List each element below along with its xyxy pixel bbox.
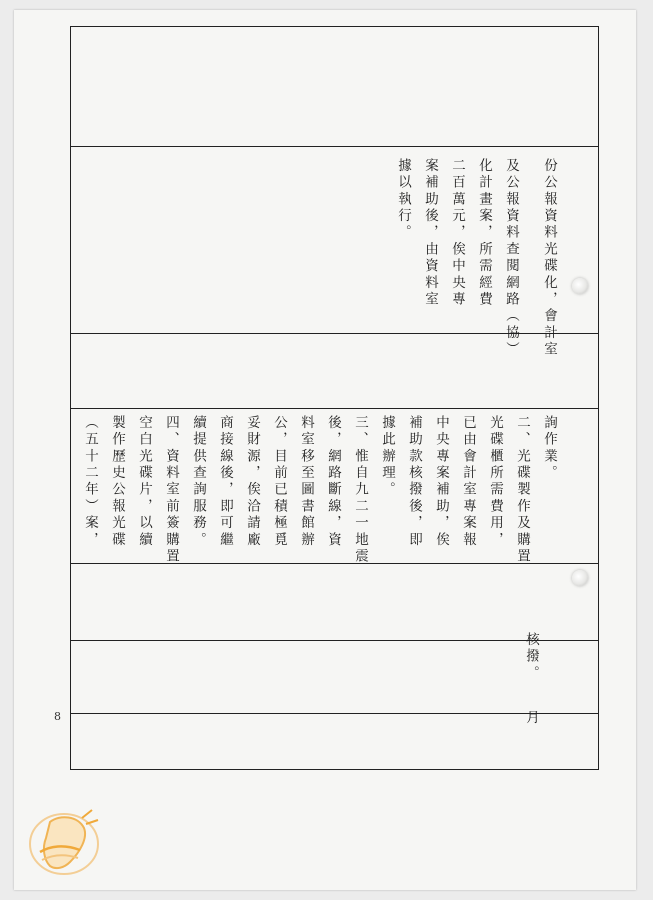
text-column-2: 詢作業。: [541, 415, 557, 482]
text-column-23: 製作歷史公報光碟: [109, 415, 125, 549]
text-column-10: 已由會計室專案報: [460, 415, 476, 549]
text-column-18: 妥財源，俟洽請廠: [244, 415, 260, 549]
text-column-11: 中央專案補助，俟: [433, 415, 449, 549]
text-column-6: 案補助後，由資料室: [422, 158, 438, 309]
punch-hole: [572, 570, 588, 586]
text-column-1: 份公報資料光碟化，會計室: [541, 158, 557, 359]
document-page: [14, 10, 636, 890]
text-column-17: 公，目前已積極覓: [271, 415, 287, 549]
text-column-8: 二、光碟製作及購置: [514, 415, 530, 566]
punch-hole: [572, 278, 588, 294]
text-column-21: 四、資料室前簽購置: [163, 415, 179, 566]
row-divider: [71, 408, 598, 409]
text-column-19: 商接線後，即可繼: [217, 415, 233, 549]
text-column-5: 二百萬元，俟中央專: [449, 158, 465, 309]
taiwan-archive-logo-icon: [20, 800, 112, 882]
text-column-13: 據此辦理。: [379, 415, 395, 499]
text-column-15: 後，網路斷線，資: [325, 415, 341, 549]
text-column-9: 光碟櫃所需費用，: [487, 415, 503, 549]
text-column-26: 月: [523, 710, 539, 727]
text-column-14: 三、惟自九二一地震: [352, 415, 368, 566]
text-column-3: 及公報資料查閱網路（協）: [503, 158, 519, 359]
row-divider: [71, 146, 598, 147]
page-number: 8: [54, 710, 61, 723]
text-column-7: 據以執行。: [395, 158, 411, 242]
text-column-20: 續提供查詢服務。: [190, 415, 206, 549]
text-column-22: 空白光碟片，以續: [136, 415, 152, 549]
text-column-24: （五十二年）案，: [82, 415, 98, 549]
text-column-4: 化計畫案，所需經費: [476, 158, 492, 309]
text-column-16: 料室移至圖書館辦: [298, 415, 314, 549]
text-column-12: 補助款核撥後，即: [406, 415, 422, 549]
text-column-25: 核撥。: [523, 632, 539, 683]
